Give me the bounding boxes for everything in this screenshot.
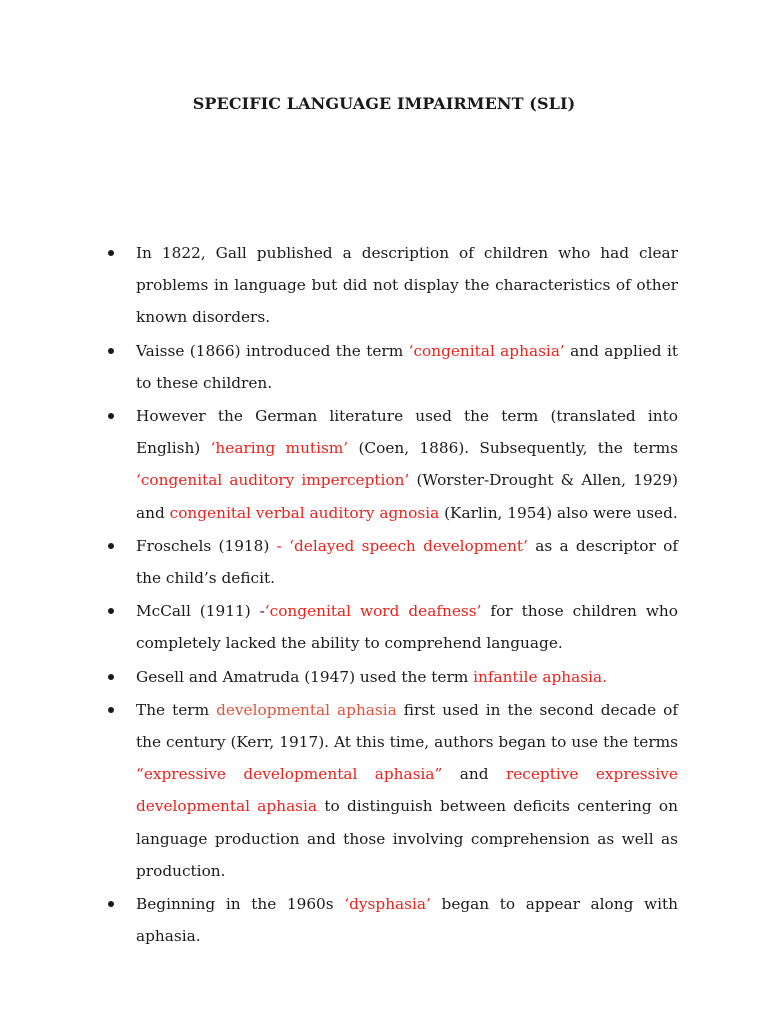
bullet-text: Gesell and Amatruda (1947) used the term: [136, 667, 474, 686]
highlighted-term: ‘congenital auditory imperception’: [136, 471, 410, 490]
bullet-item: [108, 888, 678, 952]
highlighted-term: developmental aphasia: [216, 700, 397, 719]
page-title: SPECIFIC LANGUAGE IMPAIRMENT (SLI): [192, 94, 576, 113]
bullet-dot-icon: [108, 608, 114, 614]
bullet-dot-icon: [108, 543, 114, 549]
highlighted-term: “expressive developmental aphasia”: [136, 765, 443, 784]
bullet-item: [108, 694, 678, 887]
bullet-text: In 1822, Gall published a description of children who had clear problems in language but did not display the characteristics of other known disorders.: [136, 244, 678, 327]
bullet-text: (Karlin, 1954) also were used.: [439, 503, 678, 522]
bullet-text: and: [442, 765, 506, 784]
bullet-text: to distinguish between deficits centering on language production and those involving comprehension as well as production.: [136, 797, 678, 880]
bullet-dot-icon: [108, 250, 114, 256]
bullet-item: [108, 237, 678, 334]
bullet-dot-icon: [108, 674, 114, 680]
bullet-text: first used in the second decade of the century (Kerr, 1917). At this time, authors began to use the terms: [136, 700, 678, 752]
bullet-dot-icon: [108, 707, 114, 713]
bullet-text: However the German literature used the term (translated into English): [136, 407, 678, 458]
highlighted-term: infantile aphasia.: [473, 667, 607, 686]
bullet-item: [108, 530, 678, 594]
bullet-item: [108, 335, 678, 399]
bullet-text: began to appear along with aphasia.: [136, 895, 678, 946]
bullet-text: The term: [136, 700, 217, 719]
highlighted-term: ‘congenital word deafness’: [264, 602, 482, 621]
highlighted-term: ‘hearing mutism’: [210, 439, 349, 458]
bullet-item: [108, 400, 678, 529]
bullet-text: for those children who completely lacked the ability to comprehend language.: [136, 602, 678, 653]
bullet-text: as a descriptor of the child’s deficit.: [136, 536, 678, 588]
highlighted-term: - ‘delayed speech development’: [276, 536, 528, 555]
bullet-dot-icon: [108, 901, 114, 907]
bullet-dot-icon: [108, 413, 114, 419]
highlighted-term: ‘congenital aphasia’: [408, 341, 565, 360]
bullet-item: [108, 595, 678, 659]
highlighted-term: congenital verbal auditory agnosia: [169, 503, 440, 522]
bullet-text: (Coen, 1886). Subsequently, the terms: [348, 439, 678, 458]
bullet-dot-icon: [108, 348, 114, 354]
bullet-text: Beginning in the 1960s: [136, 895, 345, 914]
bullet-text: Vaisse (1866) introduced the term: [136, 341, 409, 360]
bullet-text: and applied it to these children.: [136, 341, 678, 392]
bullet-text: (Worster-Drought & Allen, 1929) and: [136, 471, 678, 522]
highlighted-term: receptive expressive developmental aphasia: [136, 765, 678, 816]
bullet-text: McCall (1911) -: [136, 602, 265, 621]
bullet-list: [108, 237, 678, 953]
bullet-text: Froschels (1918): [136, 536, 277, 555]
bullet-item: [108, 661, 678, 693]
highlighted-term: ‘dysphasia’: [344, 895, 431, 914]
